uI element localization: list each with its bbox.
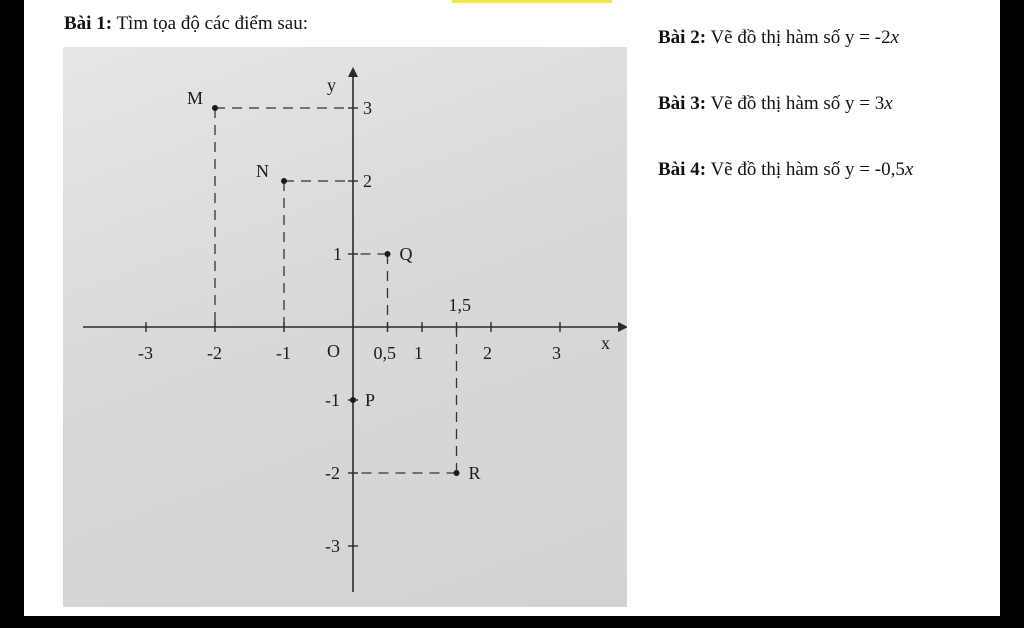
exercise-4-text: [710, 159, 913, 180]
x-axis-label: x: [601, 333, 610, 353]
point-marker: [454, 470, 460, 476]
exercise-3-number: Bài 3:: [658, 93, 707, 114]
y-tick-label: -2: [325, 463, 340, 483]
point-marker: [350, 397, 356, 403]
point-label: R: [468, 463, 481, 483]
x-tick-label: -2: [207, 343, 222, 363]
x-tick-label: 1: [414, 343, 423, 363]
x-tick-label: 3: [552, 343, 561, 363]
point-label: P: [365, 390, 376, 410]
x-tick-label: -3: [138, 343, 153, 363]
highlight-mark: [452, 0, 612, 3]
exercise-4: [658, 159, 913, 181]
x-axis-arrow-icon: [618, 322, 627, 332]
exercise-2-text: [710, 27, 899, 48]
point-marker: [385, 251, 391, 257]
y-tick-label: 3: [363, 98, 372, 118]
exercise-3: [658, 93, 893, 115]
point-marker: [212, 105, 218, 111]
exercise-2: [658, 27, 899, 49]
exercise-1: [64, 13, 308, 35]
exercise-3-prefix: Vẽ đồ thị hàm số y = 3: [710, 93, 885, 114]
exercise-1-number: Bài 1:: [64, 13, 113, 34]
exercise-3-variable: x: [884, 93, 893, 114]
x-tick-label: -1: [276, 343, 291, 363]
y-axis-arrow-icon: [348, 67, 358, 77]
exercise-2-prefix: Vẽ đồ thị hàm số y = -2: [710, 27, 891, 48]
exercise-4-prefix: Vẽ đồ thị hàm số y = -0,5: [710, 159, 905, 180]
x-tick-label: 1,5: [448, 295, 471, 315]
x-tick-label: 0,5: [373, 343, 396, 363]
coordinate-figure-photo: [63, 47, 627, 607]
y-tick-label: 1: [333, 244, 342, 264]
origin-label: O: [327, 341, 340, 361]
points: [187, 88, 481, 483]
point-marker: [281, 178, 287, 184]
exercise-1-text: Tìm tọa độ các điểm sau:: [116, 13, 308, 34]
exercise-3-text: [710, 93, 892, 114]
x-tick-label: 2: [483, 343, 492, 363]
y-tick-label: -3: [325, 536, 340, 556]
point-label: N: [256, 161, 269, 181]
point-label: Q: [399, 244, 413, 264]
exercise-4-variable: x: [904, 159, 914, 180]
worksheet-page: [24, 0, 1000, 616]
y-tick-label: 2: [363, 171, 372, 191]
guide-lines: [215, 108, 457, 473]
exercise-4-number: Bài 4:: [658, 159, 707, 180]
coordinate-plane: [63, 47, 627, 607]
y-tick-label: -1: [325, 390, 340, 410]
exercise-2-variable: x: [890, 27, 900, 48]
x-ticks: [138, 295, 561, 363]
y-axis-label: y: [327, 75, 336, 95]
exercise-2-number: Bài 2:: [658, 27, 707, 48]
point-label: M: [187, 88, 204, 108]
